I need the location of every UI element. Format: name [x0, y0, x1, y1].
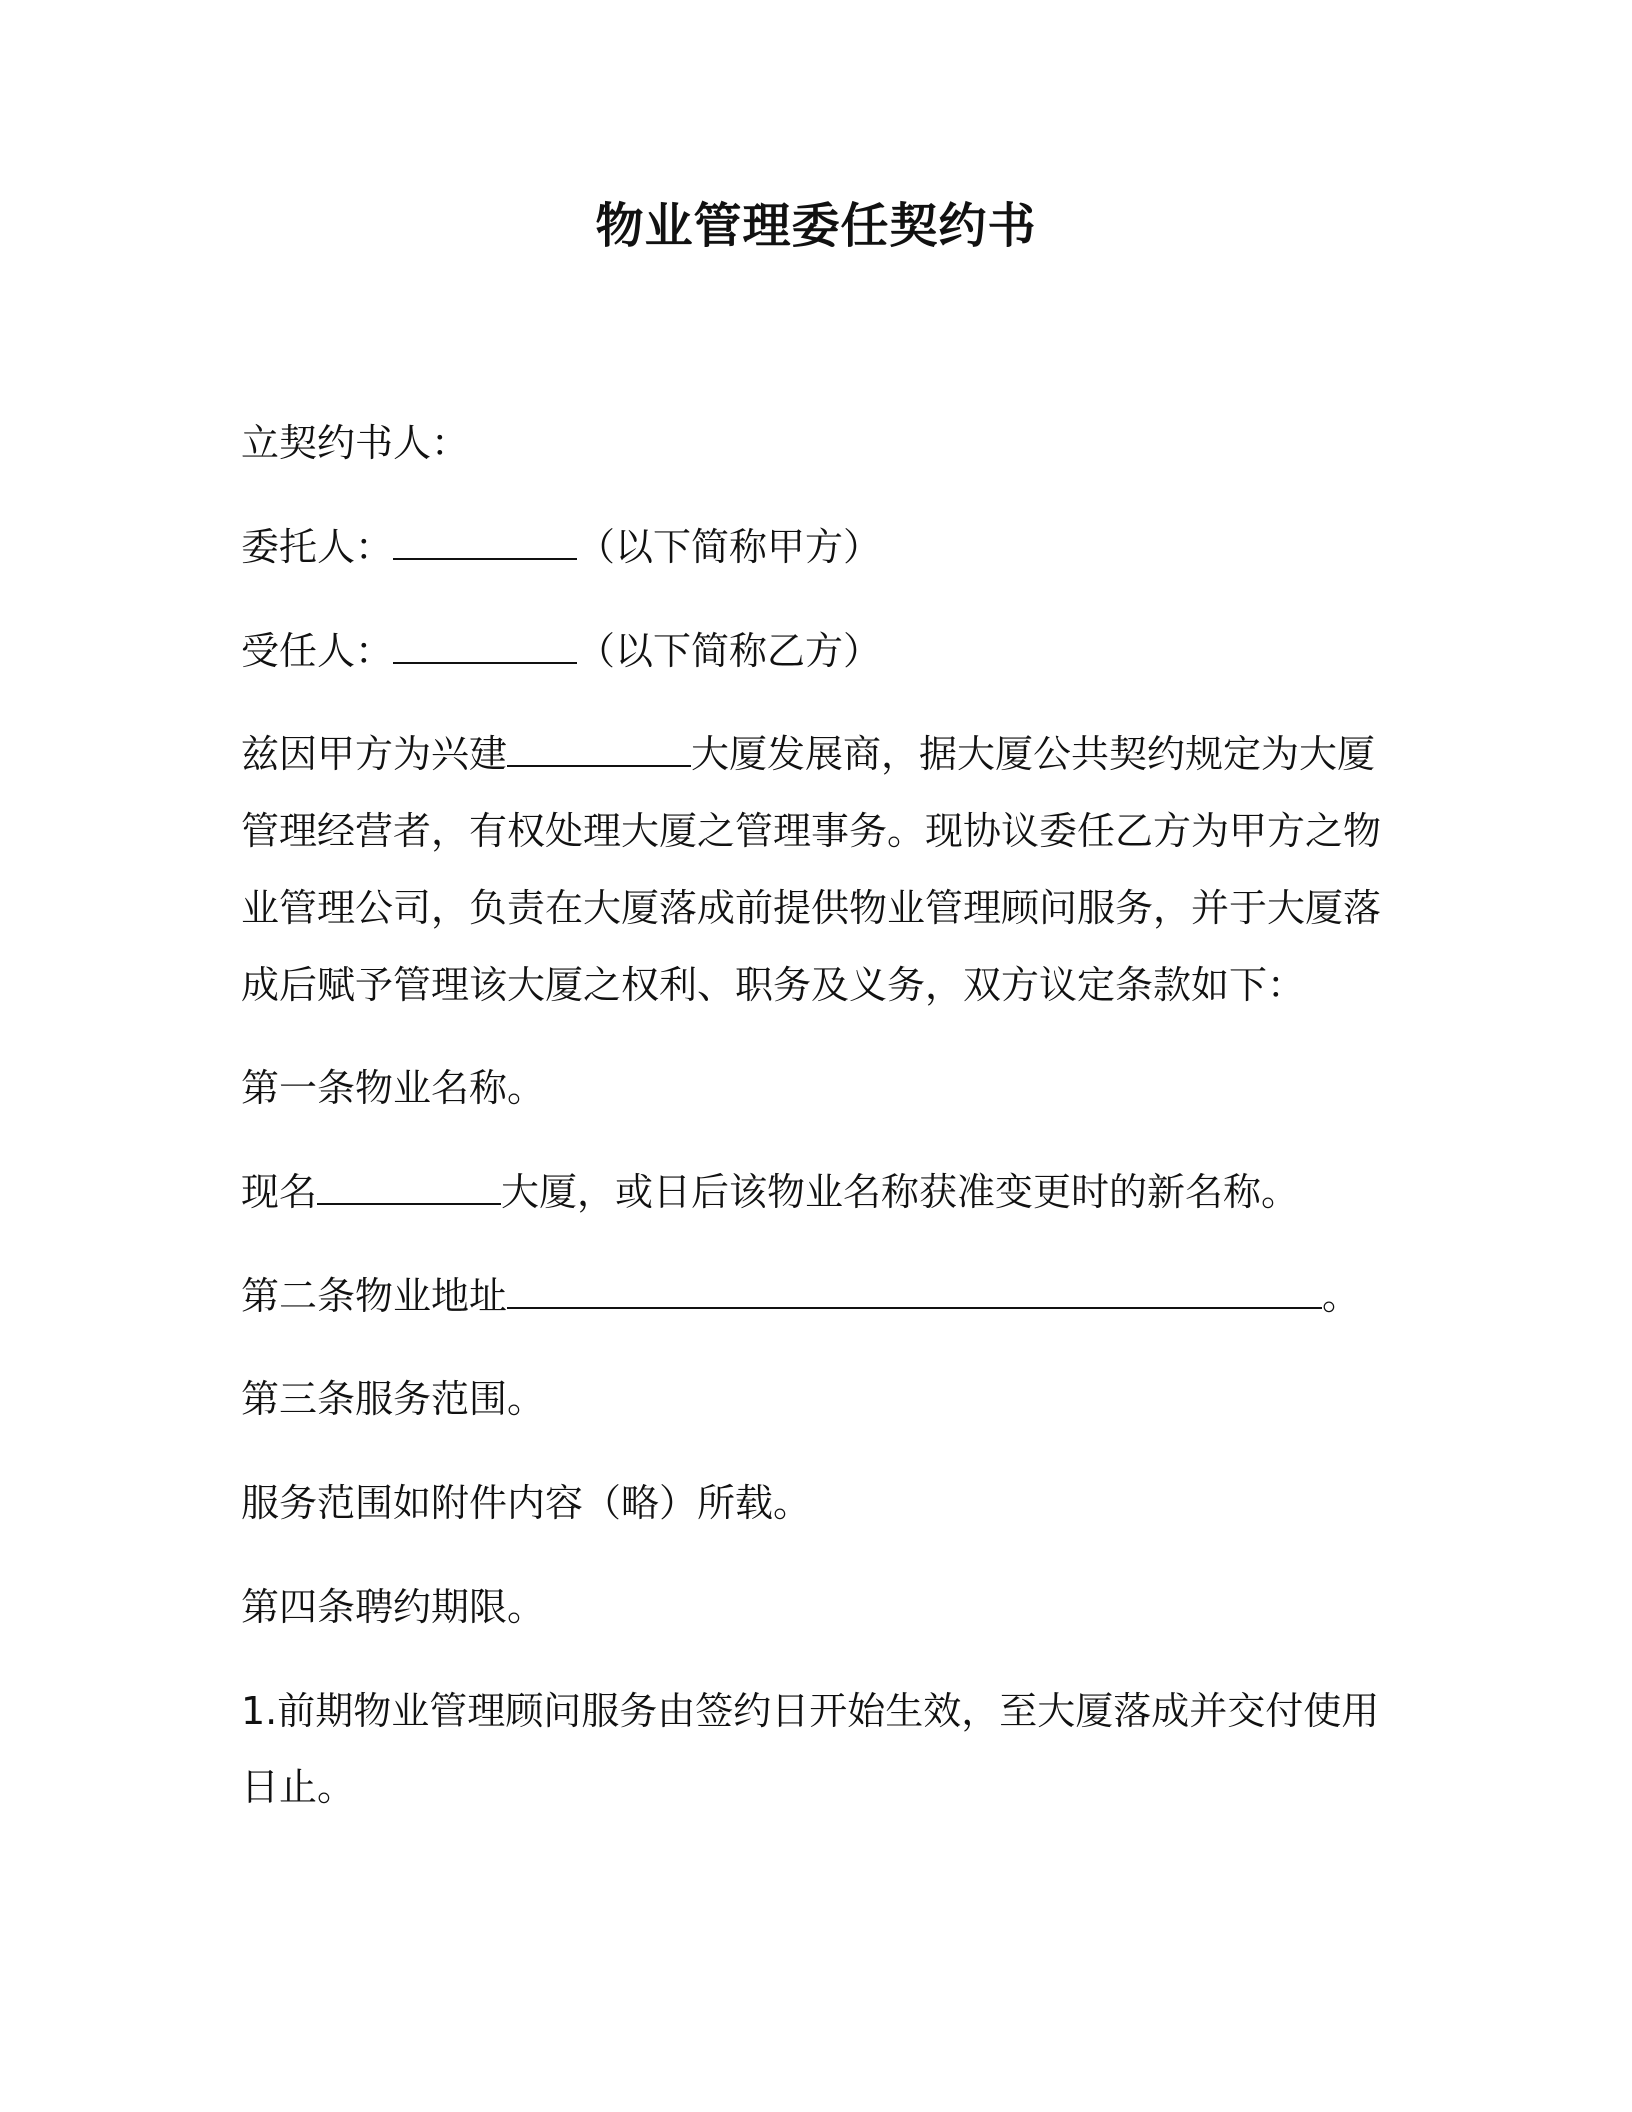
preamble-line-4: 成后赋予管理该大厦之权利、职务及义务，双方议定条款如下： [241, 963, 1306, 1007]
article3-heading: 第三条服务范围。 [241, 1377, 546, 1421]
article1-body [241, 1167, 1381, 1217]
parties-heading: 立契约书人： [241, 421, 470, 465]
preamble-line-2: 管理经营者，有权处理大厦之管理事务。现协议委任乙方为甲方之物 [241, 809, 1382, 853]
preamble-line-1 [241, 729, 1381, 779]
preamble-line1-before: 兹因甲方为兴建 [241, 732, 508, 776]
article1-heading: 第一条物业名称。 [241, 1066, 546, 1110]
principal-label: 委托人： [241, 525, 394, 569]
agent-label: 受任人： [241, 629, 394, 673]
building-name-blank [507, 729, 691, 767]
article2-heading-before: 第二条物业地址 [241, 1274, 508, 1318]
article2-heading-after: 。 [1322, 1274, 1361, 1318]
article1-body-after: 大厦，或日后该物业名称获准变更时的新名称。 [501, 1170, 1300, 1214]
preamble-line-3: 业管理公司，负责在大厦落成前提供物业管理顾问服务，并于大厦落 [241, 886, 1382, 930]
property-address-blank [507, 1271, 1322, 1309]
article1-body-before: 现名 [241, 1170, 318, 1214]
property-name-blank [317, 1167, 501, 1205]
agent-line [241, 626, 1381, 676]
article4-heading: 第四条聘约期限。 [241, 1585, 546, 1629]
document-title: 物业管理委任契约书 [595, 198, 1037, 254]
agent-suffix: （以下简称乙方） [577, 629, 882, 673]
article3-body: 服务范围如附件内容（略）所载。 [241, 1481, 812, 1525]
principal-suffix: （以下简称甲方） [577, 525, 882, 569]
article2-heading [241, 1271, 1381, 1321]
preamble-line1-after: 大厦发展商，据大厦公共契约规定为大厦 [691, 732, 1376, 776]
principal-line [241, 522, 1381, 572]
article4-item1-line1: 1.前期物业管理顾问服务由签约日开始生效，至大厦落成并交付使用 [241, 1689, 1380, 1733]
agent-name-blank [393, 626, 577, 664]
article4-item1-line2: 日止。 [241, 1765, 356, 1809]
principal-name-blank [393, 522, 577, 560]
